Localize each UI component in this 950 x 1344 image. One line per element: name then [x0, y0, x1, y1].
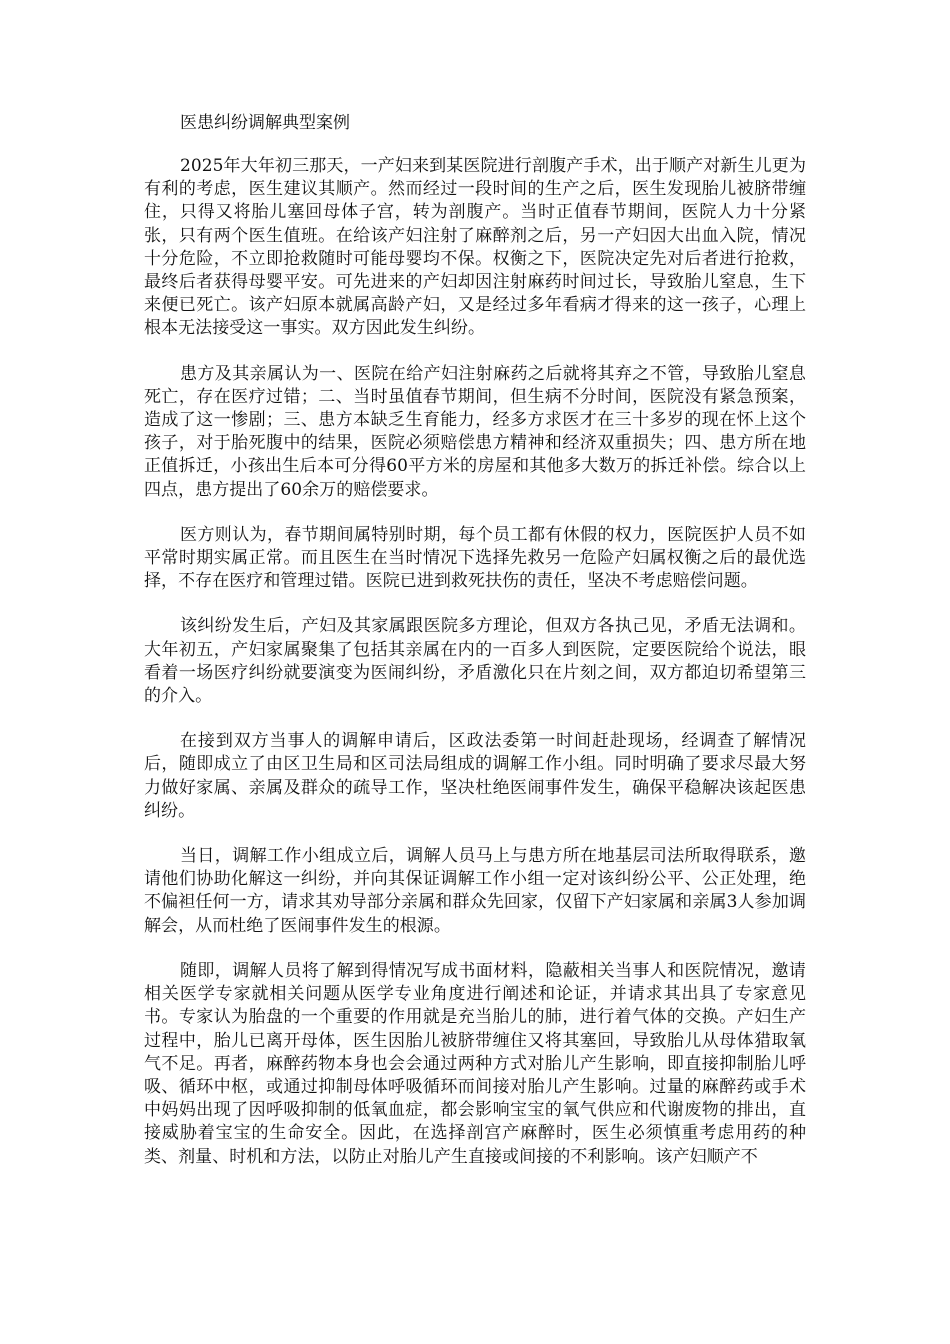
- paragraph-mediation-team: 当日，调解工作小组成立后，调解人员马上与患方所在地基层司法所取得联系，邀请他们协助化解这一纠纷，并向其保证调解工作小组一定对该纠纷公平、公正处理，绝不偏袒任何一方，请求其劝导部分亲属和群众先回家，仅留下产妇家属和亲属3人参加调解会，从而杜绝了医闹事件发生的根源。: [144, 846, 806, 936]
- paragraph-case-background: 2025年大年初三那天，一产妇来到某医院进行剖腹产手术，出于顺产对新生儿更为有利的考虑，医生建议其顺产。然而经过一段时间的生产之后，医生发现胎儿被脐带缠住，只得又将胎儿塞回母体子宫，转为剖腹产。当时正值春节期间，医院人力十分紧张，只有两个医生值班。在给该产妇注射了麻醉剂之后，另一产妇因大出血入院，情况十分危险，不立即抢救随时可能母婴均不保。权衡之下，医院决定先对后者进行抢救，最终后者获得母婴平安。可先进来的产妇却因注射麻药时间过长，导致胎儿窒息，生下来便已死亡。该产妇原本就属高龄产妇，又是经过多年看病才得来的这一孩子，心理上根本无法接受这一事实。双方因此发生纠纷。: [144, 156, 806, 339]
- paragraph-mediation-request: 在接到双方当事人的调解申请后，区政法委第一时间赶赴现场，经调查了解情况后，随即成立了由区卫生局和区司法局组成的调解工作小组。同时明确了要求尽最大努力做好家属、亲属及群众的疏导工作，坚决杜绝医闹事件发生，确保平稳解决该起医患纠纷。: [144, 731, 806, 821]
- document-title: 医患纠纷调解典型案例: [180, 113, 350, 133]
- paragraph-dispute-escalation: 该纠纷发生后，产妇及其家属跟医院多方理论，但双方各执己见，矛盾无法调和。大年初五，产妇家属聚集了包括其亲属在内的一百多人到医院，定要医院给个说法，眼看着一场医疗纠纷就要演变为医闹纠纷，矛盾激化只在片刻之间，双方都迫切希望第三的介入。: [144, 616, 806, 707]
- paragraph-expert-opinion: 随即，调解人员将了解到得情况写成书面材料，隐蔽相关当事人和医院情况，邀请相关医学专家就相关问题从医学专业角度进行阐述和论证，并请求其出具了专家意见书。专家认为胎盘的一个重要的作用就是充当胎儿的肺，进行着气体的交换。产妇生产过程中，胎儿已离开母体，医生因胎儿被脐带缠住又将其塞回，导致胎儿从母体猎取氧气不足。再者，麻醉药物本身也会会通过两种方式对胎儿产生影响，即直接抑制胎儿呼吸、循环中枢，或通过抑制母体呼吸循环而间接对胎儿产生影响。过量的麻醉药或手术中妈妈出现了因呼吸抑制的低氧血症，都会影响宝宝的氧气供应和代谢废物的排出，直接威胁着宝宝的生命安全。因此，在选择剖宫产麻醉时，医生必须慎重考虑用药的种类、剂量、时机和方法，以防止对胎儿产生直接或间接的不利影响。该产妇顺产不: [144, 960, 806, 1167]
- paragraph-hospital-position: 医方则认为，春节期间属特别时期，每个员工都有休假的权力，医院医护人员不如平常时期实属正常。而且医生在当时情况下选择先救另一危险产妇属权衡之后的最优选择，不存在医疗和管理过错。医院已进到救死扶伤的责任，坚决不考虑赔偿问题。: [144, 524, 806, 592]
- paragraph-patient-claims: 患方及其亲属认为一、医院在给产妇注射麻药之后就将其弃之不管，导致胎儿窒息死亡，存在医疗过错；二、当时虽值春节期间，但生病不分时间，医院没有紧急预案，造成了这一惨剧；三、患方本缺乏生育能力，经多方求医才在三十多岁的现在怀上这个孩子，对于胎死腹中的结果，医院必须赔偿患方精神和经济双重损失；四、患方所在地正值拆迁，小孩出生后本可分得60平方米的房屋和其他多大数万的拆迁补偿。综合以上四点，患方提出了60余万的赔偿要求。: [144, 363, 806, 500]
- document-page: [144, 112, 806, 1191]
